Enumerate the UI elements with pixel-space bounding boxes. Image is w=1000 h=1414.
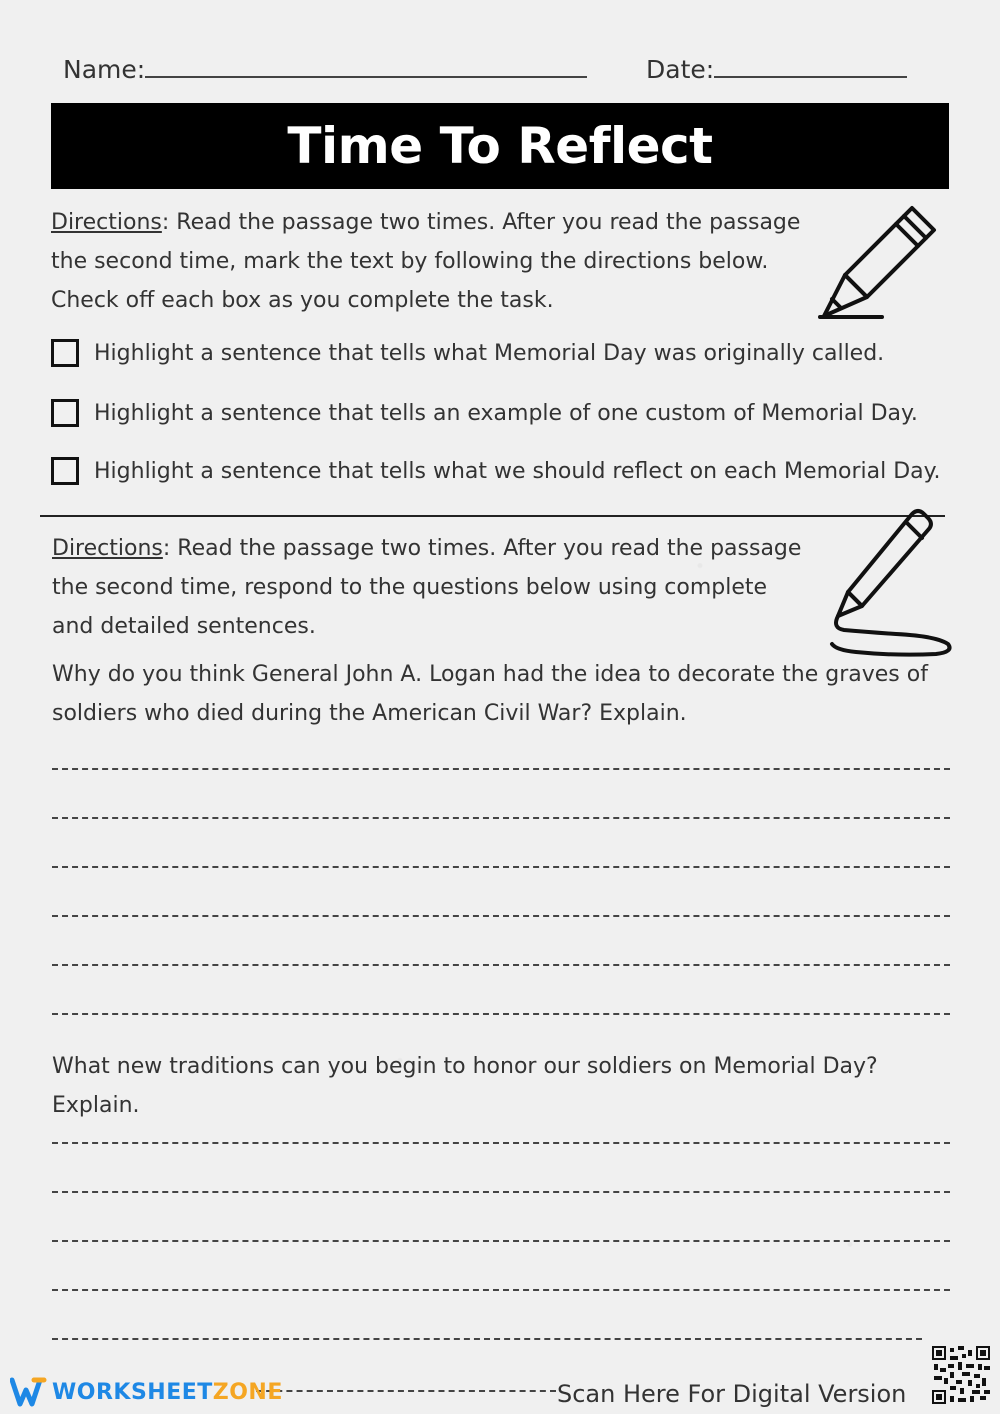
- answer-line[interactable]: [52, 1013, 950, 1015]
- qr-code-icon[interactable]: [932, 1346, 990, 1404]
- task-item-2[interactable]: [51, 399, 918, 427]
- answer-line[interactable]: [52, 964, 950, 966]
- brand-logo: [10, 1376, 283, 1408]
- task-text-1: Highlight a sentence that tells what Memorial Day was originally called.: [94, 340, 885, 366]
- name-field[interactable]: [63, 54, 587, 84]
- directions2-text-2: the second time, respond to the questions below using complete: [52, 575, 768, 600]
- section2-directions: [52, 529, 832, 646]
- answer-line[interactable]: [52, 915, 950, 917]
- worksheetzone-logo-icon: [10, 1376, 52, 1408]
- directions-text-2: the second time, mark the text by following the directions below.: [51, 249, 769, 274]
- directions2-text-3: and detailed sentences.: [52, 614, 316, 639]
- pencil-icon: [826, 506, 956, 661]
- section1-directions: [51, 203, 831, 320]
- question-1: [52, 655, 962, 733]
- question2-text-2: Explain.: [52, 1093, 140, 1118]
- date-field[interactable]: [646, 54, 907, 84]
- answer-line[interactable]: [52, 1240, 950, 1242]
- answer-line[interactable]: [52, 1289, 950, 1291]
- brand-name: [52, 1380, 283, 1405]
- task-checkbox-2[interactable]: [51, 399, 79, 427]
- brand-name-part2: ZONE: [212, 1379, 283, 1405]
- task-text-3: Highlight a sentence that tells what we should reflect on each Memorial Day.: [94, 458, 941, 484]
- directions-label: Directions: [51, 210, 162, 235]
- question1-text-1: Why do you think General John A. Logan had the idea to decorate the graves of: [52, 662, 928, 687]
- answer-line[interactable]: [52, 768, 950, 770]
- section-divider: [40, 515, 945, 517]
- answer-line[interactable]: [52, 1338, 922, 1340]
- date-label: Date:: [646, 55, 715, 84]
- answer-line[interactable]: [52, 866, 950, 868]
- directions-text-3: Check off each box as you complete the task.: [51, 288, 554, 313]
- answer-line[interactable]: [52, 817, 950, 819]
- question1-text-2: soldiers who died during the American Civil War? Explain.: [52, 701, 687, 726]
- answer-line[interactable]: [52, 1142, 950, 1144]
- directions-text-1: : Read the passage two times. After you read the passage: [161, 210, 801, 235]
- crayon-icon: [812, 200, 942, 325]
- title-banner: [51, 103, 949, 189]
- task-text-2: Highlight a sentence that tells an example of one custom of Memorial Day.: [94, 400, 918, 426]
- question2-text-1: What new traditions can you begin to honor our soldiers on Memorial Day?: [52, 1054, 878, 1079]
- task-item-1[interactable]: [51, 339, 884, 367]
- scan-label: Scan Here For Digital Version: [557, 1380, 907, 1408]
- answer-line[interactable]: [52, 1191, 950, 1193]
- name-blank[interactable]: [145, 54, 587, 78]
- directions2-text-1: : Read the passage two times. After you read the passage: [162, 536, 802, 561]
- page-title: Time To Reflect: [287, 117, 713, 175]
- task-checkbox-1[interactable]: [51, 339, 79, 367]
- directions-label-2: Directions: [52, 536, 163, 561]
- brand-name-part1: WORKSHEET: [52, 1379, 213, 1405]
- question-2: [52, 1047, 962, 1125]
- task-checkbox-3[interactable]: [51, 457, 79, 485]
- answer-line[interactable]: [256, 1390, 556, 1392]
- name-label: Name:: [63, 55, 146, 84]
- task-item-3[interactable]: [51, 457, 941, 485]
- date-blank[interactable]: [714, 54, 907, 78]
